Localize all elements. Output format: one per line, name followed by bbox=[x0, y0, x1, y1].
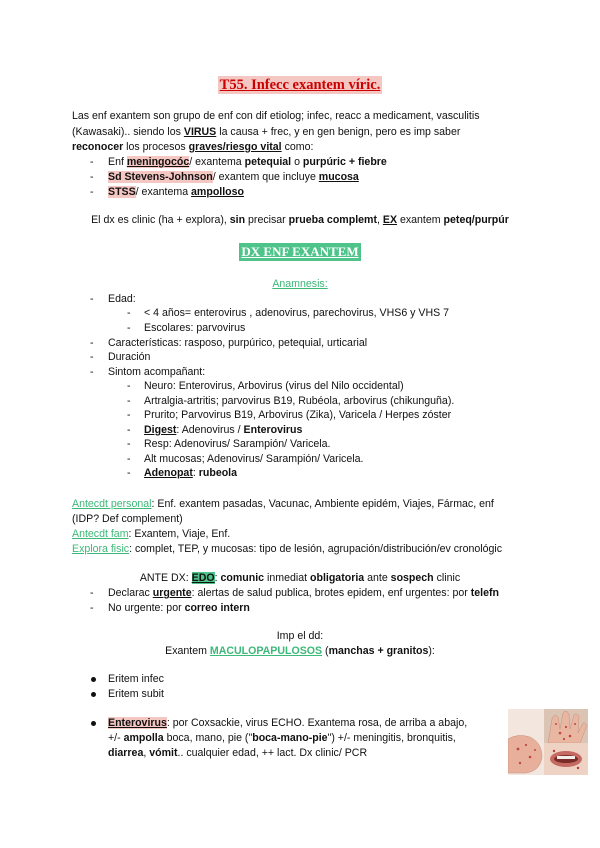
intro-line-2: (Kawasaki).. siendo los VIRUS la causa + frec, y en gen benign, pero es imp saber bbox=[72, 126, 461, 138]
dash-marker: - bbox=[90, 602, 94, 614]
dash-marker: - bbox=[127, 307, 131, 319]
dash-marker: - bbox=[127, 322, 131, 334]
item-edad-sub2: Escolares: parvovirus bbox=[144, 322, 246, 334]
sintom-neuro: Neuro: Enterovirus, Arbovirus (virus del Nilo occidental) bbox=[144, 380, 404, 392]
dx-clinic-line: El dx es clinic (ha + explora), sin precisar prueba complemt, EX exantem peteq/purpúr bbox=[91, 214, 509, 226]
sintom-adenopat: Adenopat: rubeola bbox=[144, 467, 238, 479]
dash-marker: - bbox=[90, 366, 94, 378]
dash-marker: - bbox=[90, 351, 94, 363]
grave-item-stss: STSS/ exantema ampolloso bbox=[108, 186, 245, 198]
bullet-dot bbox=[91, 692, 96, 697]
hand-foot-mouth-photo bbox=[508, 709, 588, 775]
no-urgente: No urgente: por correo intern bbox=[108, 602, 250, 614]
dash-marker: - bbox=[90, 587, 94, 599]
dash-marker: - bbox=[127, 438, 131, 450]
declarac-urgente: Declarac urgente: alertas de salud publica, brotes epidem, enf urgentes: por telefn bbox=[108, 587, 500, 599]
imp-dd: Imp el dd: bbox=[276, 630, 324, 642]
dash-marker: - bbox=[127, 395, 131, 407]
antecedentes-familiar: Antecdt fam: Exantem, Viaje, Enf. bbox=[72, 528, 231, 540]
page-title: T55. Infecc exantem víric. bbox=[219, 77, 381, 93]
entero-line-2: +/- ampolla boca, mano, pie ("boca-mano-pie") +/- meningitis, bronquitis, bbox=[108, 732, 456, 744]
intro-line-3: reconocer los procesos graves/riesgo vital como: bbox=[72, 141, 314, 153]
dash-marker: - bbox=[127, 424, 131, 436]
item-sintom: Sintom acompañant: bbox=[108, 366, 206, 378]
entero-line-3: diarrea, vómit.. cualquier edad, ++ lact. Dx clinic/ PCR bbox=[108, 747, 368, 759]
bullet-eritem-infec: Eritem infec bbox=[108, 673, 164, 685]
dash-marker: - bbox=[127, 380, 131, 392]
item-edad-sub1: < 4 años= enterovirus , adenovirus, parechovirus, VHS6 y VHS 7 bbox=[144, 307, 450, 319]
anamnesis-heading: Anamnesis: bbox=[272, 278, 328, 290]
sintom-resp: Resp: Adenovirus/ Sarampión/ Varicela. bbox=[144, 438, 331, 450]
dash-marker: - bbox=[90, 293, 94, 305]
exploracion-fisica: Explora fisic: complet, TEP, y mucosas: tipo de lesión, agrupación/distribución/ev cronológic bbox=[72, 543, 503, 555]
grave-item-meningococ: Enf meningocóc/ exantema petequial o purpúric + fiebre bbox=[108, 156, 387, 168]
grave-item-stevens-johnson: Sd Stevens-Johnson/ exantem que incluye mucosa bbox=[108, 171, 359, 183]
sintom-digest: Digest: Adenovirus / Enterovirus bbox=[144, 424, 303, 436]
item-caracteristicas: Características: rasposo, purpúrico, petequial, urticarial bbox=[108, 337, 368, 349]
lesion-photo-icon bbox=[508, 709, 588, 775]
dash-marker: - bbox=[127, 467, 131, 479]
intro-line-1: Las enf exantem son grupo de enf con dif etiolog; infec, reacc a medicament, vasculitis bbox=[72, 110, 480, 122]
dash-marker: - bbox=[127, 409, 131, 421]
sintom-artralgia: Artralgia-artritis; parvovirus B19, Rubéola, arbovirus (chikunguña). bbox=[144, 395, 455, 407]
dash-marker: - bbox=[90, 171, 94, 183]
dash-marker: - bbox=[90, 337, 94, 349]
item-edad: Edad: bbox=[108, 293, 136, 305]
dash-marker: - bbox=[90, 156, 94, 168]
bullet-eritem-subit: Eritem subit bbox=[108, 688, 164, 700]
sintom-mucosas: Alt mucosas; Adenovirus/ Sarampión/ Varicela. bbox=[144, 453, 364, 465]
exantem-maculopapulosos: Exantem MACULOPAPULOSOS (manchas + granitos): bbox=[165, 645, 435, 657]
item-duracion: Duración bbox=[108, 351, 151, 363]
bullet-dot bbox=[91, 721, 96, 726]
sintom-prurito: Prurito; Parvovirus B19, Arbovirus (Zika), Varicela / Herpes zóster bbox=[144, 409, 452, 421]
dash-marker: - bbox=[90, 186, 94, 198]
section-heading-dx: DX ENF EXANTEM bbox=[241, 244, 359, 259]
dash-marker: - bbox=[127, 453, 131, 465]
ante-dx-line: ANTE DX: EDO: comunic inmediat obligatoria ante sospech clinic bbox=[139, 572, 461, 584]
entero-line-1: Enterovirus: por Coxsackie, virus ECHO. Exantema rosa, de arriba a abajo, bbox=[108, 717, 468, 729]
antecedentes-personal: Antecdt personal: Enf. exantem pasadas, Vacunac, Ambiente epidém, Viajes, Fármac, enf bbox=[72, 498, 494, 510]
antecedentes-personal-2: (IDP? Def complement) bbox=[72, 513, 183, 525]
bullet-dot bbox=[91, 677, 96, 682]
